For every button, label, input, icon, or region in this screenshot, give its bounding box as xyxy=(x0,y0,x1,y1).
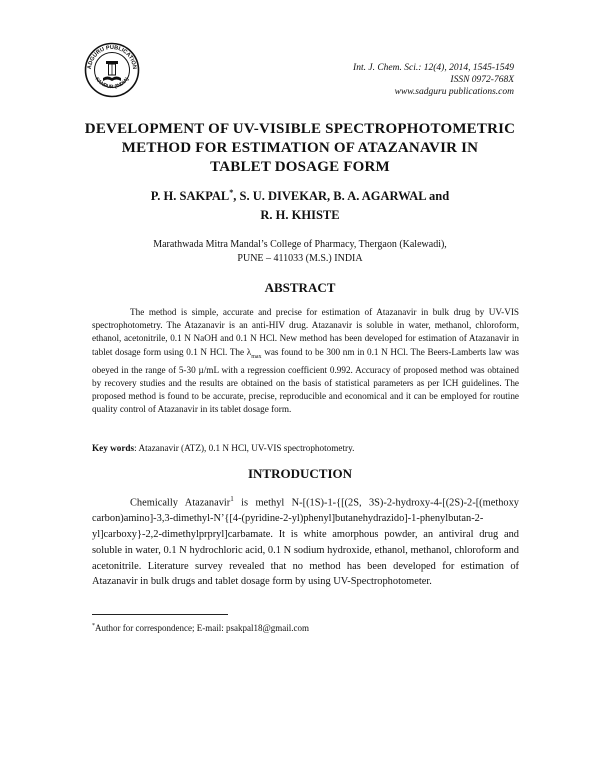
reference-mark[interactable]: 1 xyxy=(230,495,234,503)
lambda-subscript: max xyxy=(251,353,262,360)
introduction-text: is methyl N-[(1S)-1-{[(2S, 3S)-2-hydroxy-4-[(2S)-2-[(methoxy carbon)amino]-3,3-dimethyl-N’{[4-(pyridine-2-yl)phenyl]butanehydrazido]-1-phenylbutan-2-yl]carboxy}-2,2-dimethylprpryl]carbamate. It is white amorphous powder, an antiviral drug and soluble in water, 0.1 N hydrochloric acid, 0.1 N sodium hydroxide, ethanol, methanol, chloroform and acetonitrile. Literature survey revealed that no method has been developed for estimation of Atazanavir in bulk drugs and tablet dosage form by using UV-Spectrophotometer. xyxy=(92,497,519,588)
affiliation-line: Marathwada Mitra Mandal’s College of Pharmacy, Thergaon (Kalewadi), xyxy=(153,239,447,250)
footnote-divider xyxy=(92,614,228,615)
svg-text:SADGURU PUBLICATIONS: ADGURU PUBLICATION xyxy=(86,44,138,70)
affiliation xyxy=(80,238,520,266)
corresponding-author: P. H. SAKPAL xyxy=(150,189,230,204)
title-line: METHOD FOR ESTIMATION OF ATAZANAVIR IN xyxy=(121,140,479,156)
journal-issn: ISSN 0972-768X xyxy=(450,75,514,85)
keywords-label: Key words xyxy=(92,443,135,453)
article-title xyxy=(80,120,520,177)
footnote xyxy=(92,620,309,634)
introduction-text: Chemically Atazanavir xyxy=(130,497,231,509)
author-names: R. H. KHISTE xyxy=(260,208,340,223)
abstract-heading: ABSTRACT xyxy=(264,280,336,295)
publisher-logo xyxy=(84,42,140,98)
introduction-heading: INTRODUCTION xyxy=(247,466,352,481)
author-list xyxy=(80,183,520,225)
footnote-mark: * xyxy=(92,623,95,629)
journal-url[interactable]: www.sadguru publications.com xyxy=(394,87,514,97)
keywords-text: : Atazanavir (ATZ), 0.1 N HCl, UV-VIS spectrophotometry. xyxy=(134,443,355,453)
abstract-body xyxy=(92,306,519,416)
footnote-text: Author for correspondence; E-mail: psakpal18@gmail.com xyxy=(95,623,309,633)
journal-info xyxy=(353,62,514,98)
title-line: TABLET DOSAGE FORM xyxy=(210,159,390,175)
abstract-text: The method is simple, accurate and precise for estimation of Atazanavir in bulk drug by UV-VIS spectrophotometry. The Atazanavir is an anti-HIV drug. Atazanavir is soluble in water, methanol, chloroform, ethanol, acetonitrile, 0.1 N NaOH and 0.1 N HCl. New method has been developed for estimation of Atazanavir in tablet dosage form using 0.1 N HCl. The λ xyxy=(92,307,519,357)
author-names: , S. U. DIVEKAR, B. A. AGARWAL and xyxy=(233,189,450,204)
affiliation-line: PUNE – 411033 (M.S.) INDIA xyxy=(237,253,363,264)
svg-text:KANPUR (INDIA): KANPUR (INDIA) xyxy=(93,76,131,91)
title-line: DEVELOPMENT OF UV-VISIBLE SPECTROPHOTOMETRIC xyxy=(84,121,516,137)
keywords xyxy=(92,442,519,455)
introduction-body xyxy=(92,492,519,590)
abstract-text: was found to be 300 nm in 0.1 N HCl. The Beers-Lamberts law was obeyed in the range of 5-30 µ/mL with a regression coefficient 0.992. Accuracy of proposed method was obtained by recovery studies and the results are obtained on the basis of statistical parameters as per ICH guidelines. The proposed method is found to be accurate, precise, reproducible and economical and it can be employed for routine quality control of Atazanavir in its tablet dosage form. xyxy=(92,346,519,415)
journal-citation: Int. J. Chem. Sci.: 12(4), 2014, 1545-1549 xyxy=(353,63,514,73)
corresponding-mark: * xyxy=(229,188,234,197)
